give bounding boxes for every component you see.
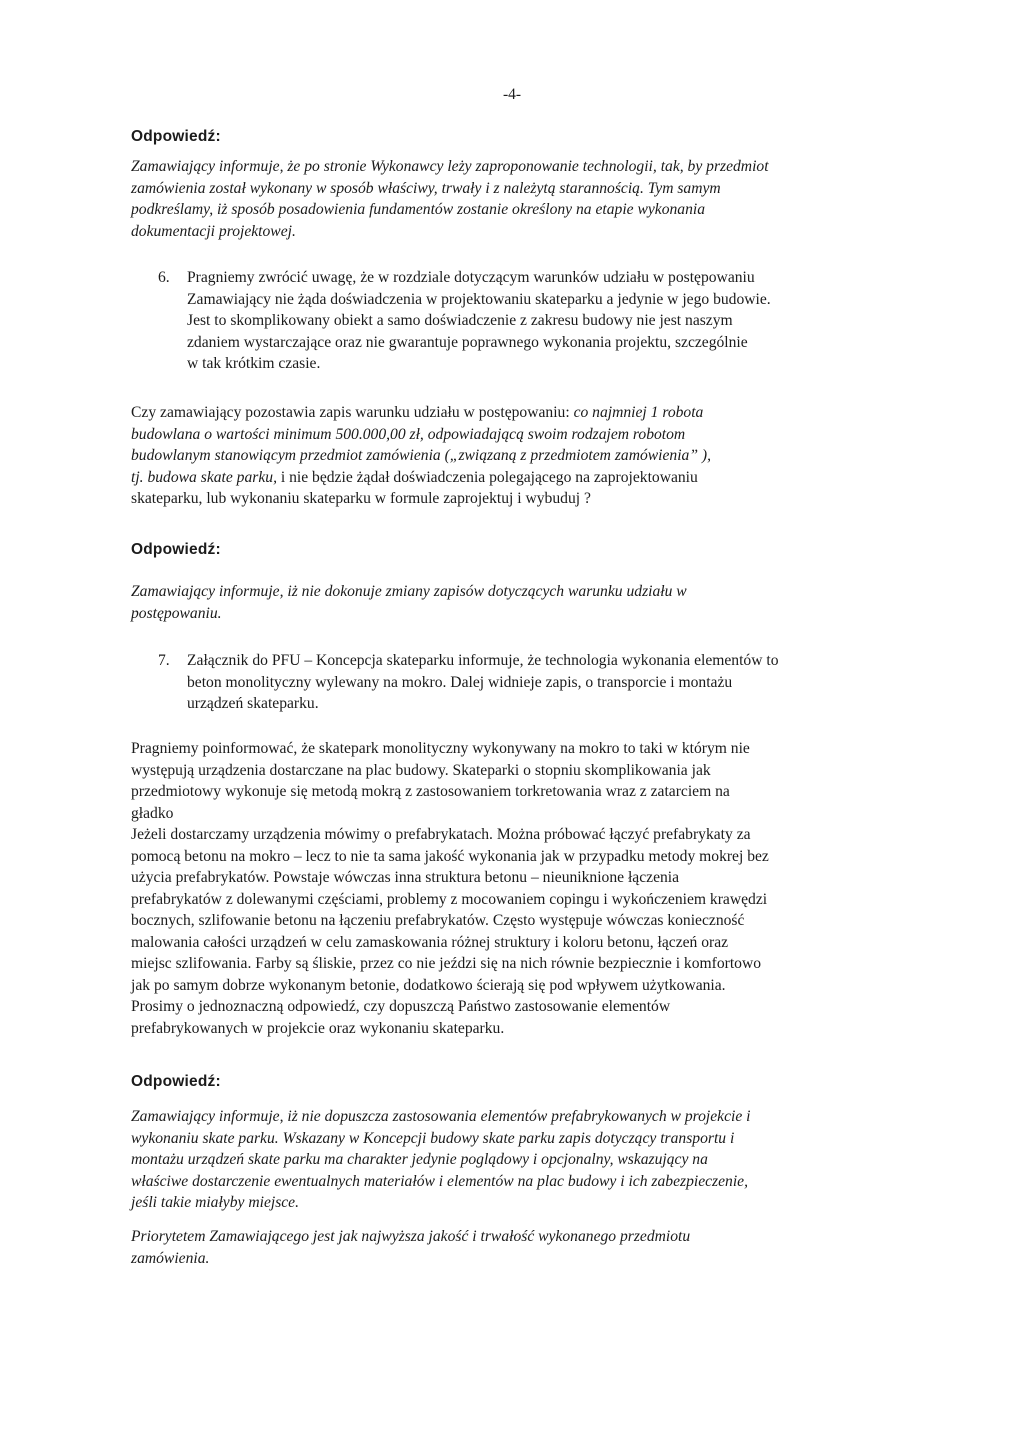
answer-3-line: montażu urządzeń skate parku ma charakter jedynie poglądowy i opcjonalny, wskazujący na	[131, 1151, 708, 1168]
paragraph-line: użycia prefabrykatów. Powstaje wówczas inna struktura betonu – nieuniknione łączenia	[131, 869, 680, 886]
question-text: Czy zamawiający pozostawia zapis warunku udziału w postępowaniu:	[131, 404, 574, 421]
answer-3-line: właściwe dostarczenie ewentualnych materiałów i elementów na plac budowy i ich zabezpieczenie,	[131, 1172, 748, 1190]
list-item-text	[187, 267, 900, 375]
answer-1-text	[131, 156, 901, 242]
paragraph-line: Pragniemy poinformować, że skatepark monolityczny wykonywany na mokro to taki w którym nie	[131, 740, 750, 757]
list-item-line: zdaniem wystarczające oraz nie gwarantuje poprawnego wykonania projektu, szczególnie	[187, 333, 748, 351]
list-item-line: beton monolityczny wylewany na mokro. Dalej widnieje zapis, o transporcie i montażu	[187, 673, 733, 691]
question-line	[131, 467, 901, 489]
question-line: budowlana o wartości minimum 500.000,00 zł, odpowiadającą swoim rodzajem robotom	[131, 425, 686, 443]
paragraph-line: przedmiotowy wykonuje się metodą mokrą z zastosowaniem torkretowania wraz z zatarciem na	[131, 783, 730, 800]
answer-1-line: Zamawiający informuje, że po stronie Wykonawcy leży zaproponowanie technologii, tak, by przedmiot	[131, 158, 769, 175]
list-item-line: Jest to skomplikowany obiekt a samo doświadczenie z zakresu budowy nie jest naszym	[187, 312, 733, 329]
answer-3-line: jeśli takie miałyby miejsce.	[131, 1194, 300, 1211]
question-line: budowlanym stanowiącym przedmiot zamówienia („związaną z przedmiotem zamówienia” ),	[131, 447, 712, 464]
list-item-text	[187, 650, 900, 715]
question-text: i nie będzie żądał doświadczenia polegającego na zaprojektowaniu	[276, 468, 698, 486]
answer-heading-3: Odpowiedź:	[131, 1073, 221, 1090]
question-line	[131, 402, 901, 424]
paragraph-line: prefabrykowanych w projekcie oraz wykonaniu skateparku.	[131, 1019, 505, 1037]
page-number: -4-	[502, 86, 522, 103]
answer-2-line: Zamawiający informuje, iż nie dokonuje zmiany zapisów dotyczących warunku udziału w	[131, 583, 687, 600]
question-6-text	[131, 402, 901, 510]
answer-1-line: zamówienia został wykonany w sposób właściwy, trwały i z należytą starannością. Tym samym	[131, 179, 721, 197]
paragraph-line: Jeżeli dostarczamy urządzenia mówimy o prefabrykatach. Można próbować łączyć prefabrykaty za	[131, 826, 751, 843]
paragraph-line: bocznych, szlifowanie betonu na łączeniu prefabrykatów. Często występuje wówczas konieczność	[131, 912, 745, 929]
paragraph-line: prefabrykatów z dolewanymi częściami, problemy z mocowaniem copingu i wykończeniem krawędzi	[131, 890, 768, 908]
answer-3b-line: zamówienia.	[131, 1249, 210, 1267]
paragraph-line: gładko	[131, 804, 174, 822]
list-item-number: 7.	[158, 652, 170, 669]
paragraph-line: występują urządzenia dostarczane na plac budowy. Skateparki o stopniu skomplikowania jak	[131, 761, 711, 779]
list-item-line: urządzeń skateparku.	[187, 695, 319, 712]
answer-1-line: podkreślamy, iż sposób posadowienia fundamentów zostanie określony na etapie wykonania	[131, 201, 706, 218]
paragraph-line: jak po samym dobrze wykonanym betonie, dodatkowo ścierają się pod wpływem użytkowania.	[131, 976, 726, 994]
paragraph-line: miejsc szlifowania. Farby są śliskie, przez co nie jeździ się na nich równie bezpiecznie i komfortowo	[131, 955, 762, 972]
list-item-line: w tak krótkim czasie.	[187, 355, 321, 372]
question-line: skateparku, lub wykonaniu skateparku w formule zaprojektuj i wybuduj ?	[131, 490, 591, 507]
question-text-italic: tj. budowa skate parku,	[131, 468, 277, 486]
list-item-number: 6.	[158, 269, 170, 286]
answer-heading-2: Odpowiedź:	[131, 541, 221, 558]
list-item-7	[160, 650, 900, 715]
answer-1-line: dokumentacji projektowej.	[131, 222, 296, 240]
answer-3-line: Zamawiający informuje, iż nie dopuszcza zastosowania elementów prefabrykowanych w projekcie i	[131, 1108, 751, 1125]
answer-3-text	[131, 1106, 901, 1214]
answer-2-line: postępowaniu.	[131, 604, 222, 622]
answer-3b-line: Priorytetem Zamawiającego jest jak najwyższa jakość i trwałość wykonanego przedmiotu	[131, 1228, 691, 1245]
list-item-line: Pragniemy zwrócić uwagę, że w rozdziale dotyczącym warunków udziału w postępowaniu	[187, 269, 755, 286]
paragraph-line: malowania całości urządzeń w celu zamaskowania różnej struktury i koloru betonu, łączeń oraz	[131, 933, 729, 951]
list-item-6	[160, 267, 900, 375]
answer-3b-text	[131, 1226, 901, 1269]
list-item-line: Zamawiający nie żąda doświadczenia w projektowaniu skateparku a jedynie w jego budowie.	[187, 290, 771, 308]
question-text-italic: co najmniej 1 robota	[573, 404, 704, 421]
paragraph-line: Prosimy o jednoznaczną odpowiedź, czy dopuszczą Państwo zastosowanie elementów	[131, 998, 671, 1015]
paragraph-7	[131, 738, 901, 1039]
answer-3-line: wykonaniu skate parku. Wskazany w Koncepcji budowy skate parku zapis dotyczący transportu i	[131, 1129, 735, 1147]
list-item-line: Załącznik do PFU – Koncepcja skateparku informuje, że technologia wykonania elementów to	[187, 652, 779, 669]
answer-2-text	[131, 581, 901, 624]
paragraph-line: pomocą betonu na mokro – lecz to nie ta sama jakość wykonania jak w przypadku metody mokrej bez	[131, 847, 769, 865]
answer-heading-1: Odpowiedź:	[131, 128, 221, 145]
